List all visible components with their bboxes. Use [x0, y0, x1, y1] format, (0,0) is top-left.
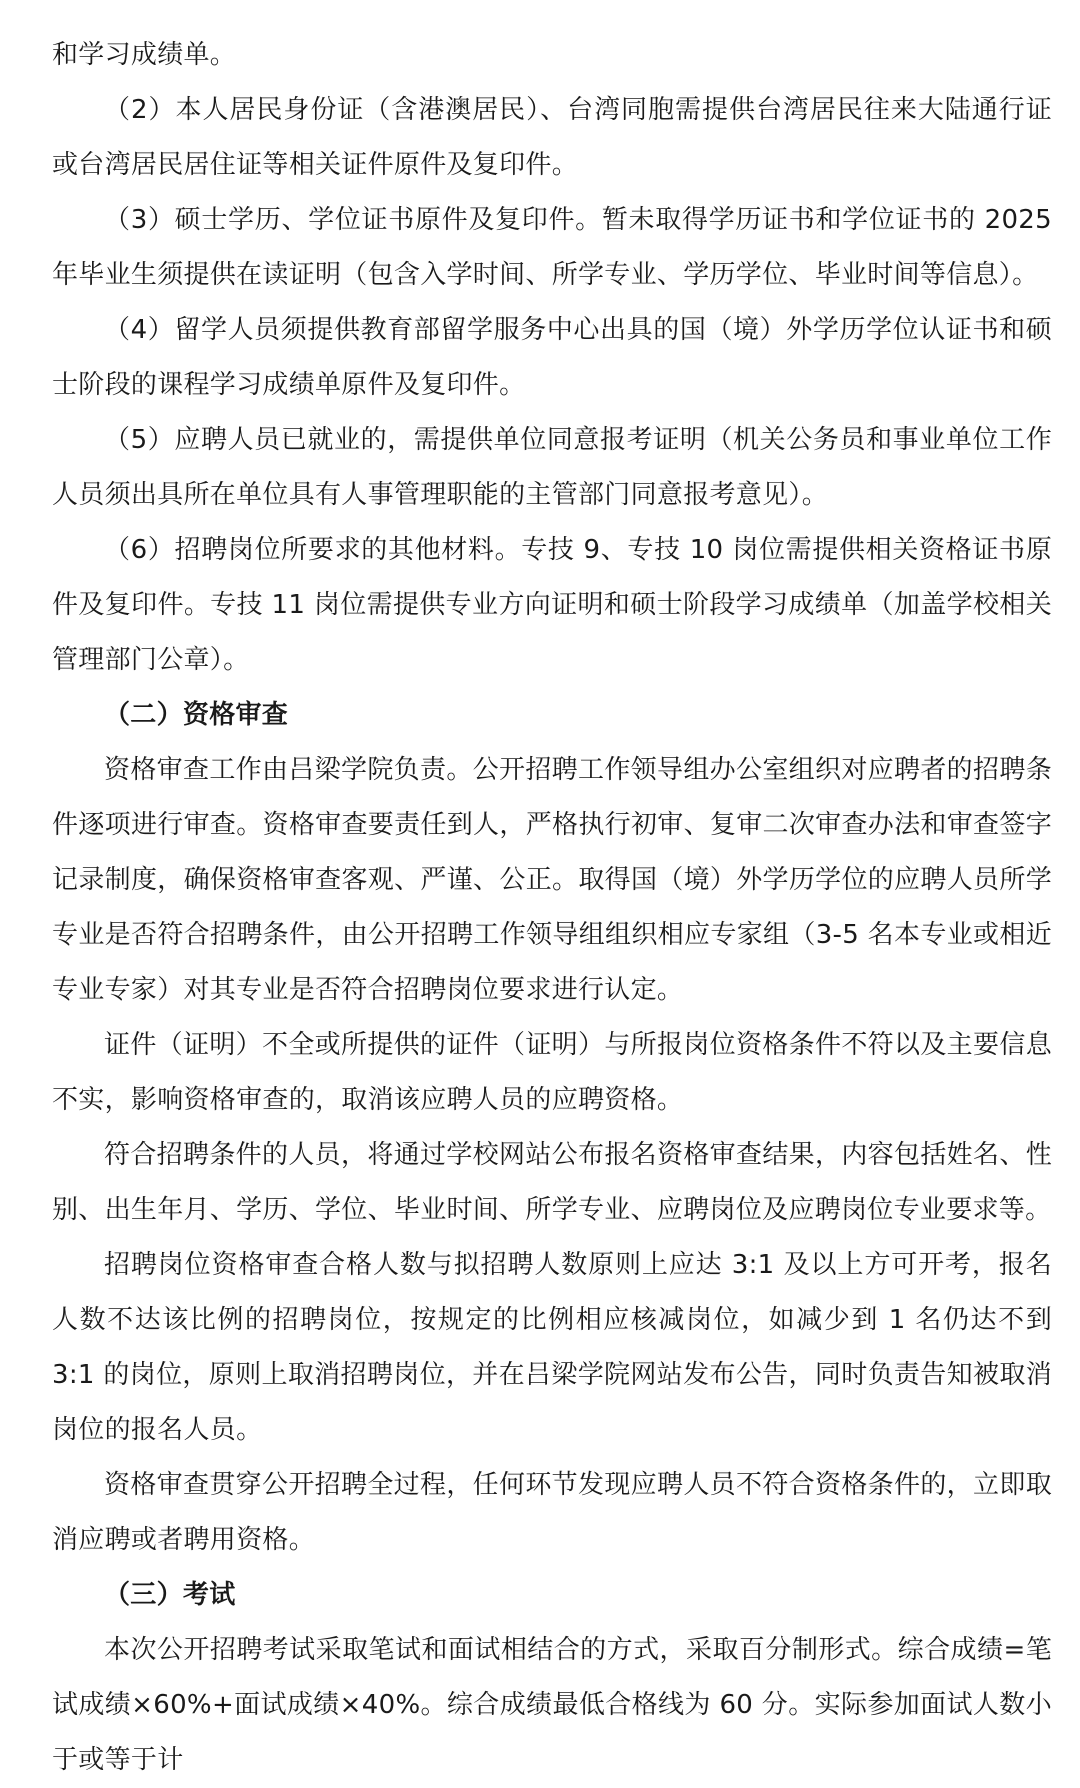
- paragraph-review-throughout: 资格审查贯穿公开招聘全过程，任何环节发现应聘人员不符合资格条件的，立即取消应聘或者聘用资格。: [52, 1470, 1052, 1555]
- paragraph-item-3: （3）硕士学历、学位证书原件及复印件。暂未取得学历证书和学位证书的 2025 年毕业生须提供在读证明（包含入学时间、所学专业、学历学位、毕业时间等信息）。: [52, 205, 1052, 290]
- section-heading-examination: （三）考试: [104, 1580, 236, 1610]
- paragraph-item-2: （2）本人居民身份证（含港澳居民）、台湾同胞需提供台湾居民往来大陆通行证或台湾居民居住证等相关证件原件及复印件。: [52, 95, 1052, 180]
- paragraph-incomplete-documents: 证件（证明）不全或所提供的证件（证明）与所报岗位资格条件不符以及主要信息不实，影响资格审查的，取消该应聘人员的应聘资格。: [52, 1030, 1052, 1115]
- paragraph-item-4: （4）留学人员须提供教育部留学服务中心出具的国（境）外学历学位认证书和硕士阶段的课程学习成绩单原件及复印件。: [52, 315, 1052, 400]
- paragraph-item-6: （6）招聘岗位所要求的其他材料。专技 9、专技 10 岗位需提供相关资格证书原件及复印件。专技 11 岗位需提供专业方向证明和硕士阶段学习成绩单（加盖学校相关管理部门公章）。: [52, 535, 1052, 675]
- paragraph-review-responsibility: 资格审查工作由吕梁学院负责。公开招聘工作领导组办公室组织对应聘者的招聘条件逐项进行审查。资格审查要责任到人，严格执行初审、复审二次审查办法和审查签字记录制度，确保资格审查客观、严谨、公正。取得国（境）外学历学位的应聘人员所学专业是否符合招聘条件，由公开招聘工作领导组组织相应专家组（3-5 名本专业或相近专业专家）对其专业是否符合招聘岗位要求进行认定。: [52, 755, 1052, 1005]
- paragraph-item-5: （5）应聘人员已就业的，需提供单位同意报考证明（机关公务员和事业单位工作人员须出具所在单位具有人事管理职能的主管部门同意报考意见）。: [52, 425, 1052, 510]
- paragraph-results-publication: 符合招聘条件的人员，将通过学校网站公布报名资格审查结果，内容包括姓名、性别、出生年月、学历、学位、毕业时间、所学专业、应聘岗位及应聘岗位专业要求等。: [52, 1140, 1052, 1225]
- section-heading-qualification-review: （二）资格审查: [104, 700, 289, 730]
- paragraph-ratio-requirement: 招聘岗位资格审查合格人数与拟招聘人数原则上应达 3:1 及以上方可开考，报名人数不达该比例的招聘岗位，按规定的比例相应核减岗位，如减少到 1 名仍达不到 3:1 的岗位，原则上取消招聘岗位，并在吕梁学院网站发布公告，同时负责告知被取消岗位的报名人员。: [52, 1250, 1052, 1445]
- paragraph-continuation: 和学习成绩单。: [52, 40, 237, 70]
- paragraph-exam-method: 本次公开招聘考试采取笔试和面试相结合的方式，采取百分制形式。综合成绩=笔试成绩×60%+面试成绩×40%。综合成绩最低合格线为 60 分。实际参加面试人数小于或等于计: [52, 1635, 1052, 1775]
